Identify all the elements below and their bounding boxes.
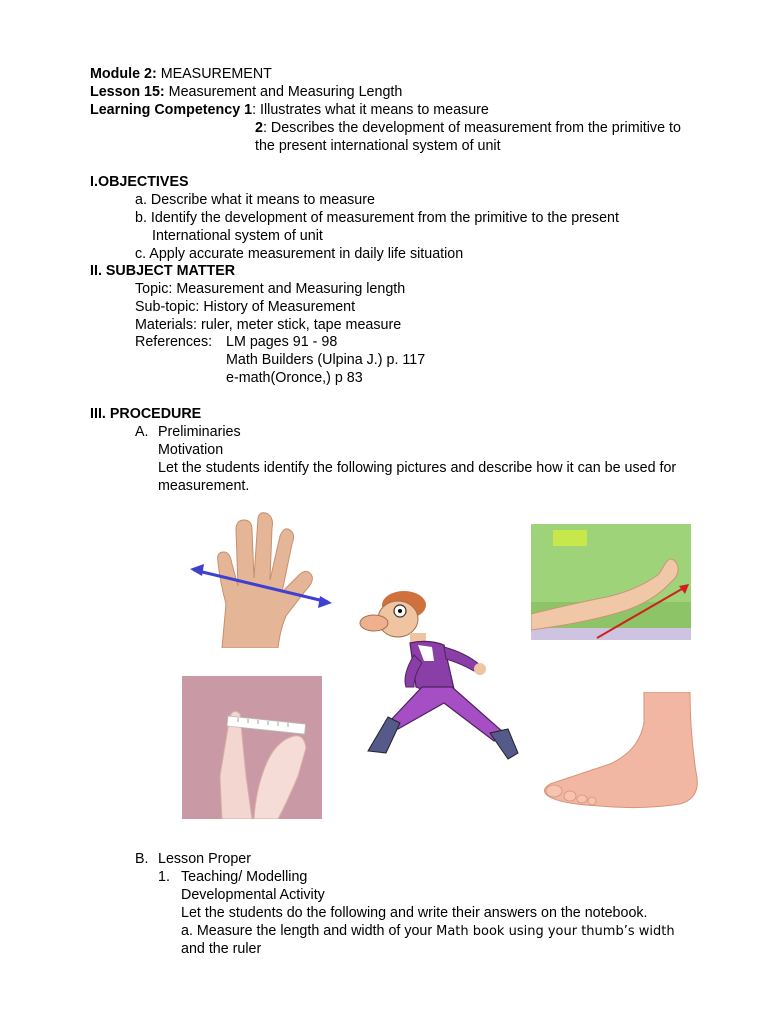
task-a-continued: and the ruler <box>181 941 262 957</box>
module-value: MEASUREMENT <box>156 66 272 82</box>
competency-2-number: 2 <box>255 120 263 136</box>
step-1-label: 1. <box>158 869 170 885</box>
competency-label: Learning Competency 1 <box>90 102 253 118</box>
developmental-instruction: Let the students do the following and write their answers on the notebook. <box>181 905 648 921</box>
reference-2: Math Builders (Ulpina J.) p. 117 <box>226 352 426 368</box>
lesson-line <box>90 83 402 101</box>
competency-1-text: : Illustrates what it means to measure <box>252 102 489 118</box>
procedure-a-label: A. <box>135 424 149 440</box>
objective-b: b. Identify the development of measurement from the primitive to the present <box>135 210 619 226</box>
module-line <box>90 65 272 83</box>
module-label: Module 2: <box>90 66 157 82</box>
motivation-instruction-continued: measurement. <box>158 478 250 494</box>
motivation-instruction: Let the students identify the following pictures and describe how it can be used for <box>158 460 677 476</box>
teaching-modelling-title: Teaching/ Modelling <box>181 869 308 885</box>
foot-picture <box>540 692 704 812</box>
competency-2-line <box>255 119 681 137</box>
lesson-label: Lesson 15: <box>90 84 165 100</box>
arm-cubit-picture <box>531 524 691 640</box>
subject-matter-heading: II. SUBJECT MATTER <box>90 263 236 279</box>
reference-3: e-math(Oronce,) p 83 <box>226 370 363 386</box>
topic-line: Topic: Measurement and Measuring length <box>135 281 406 297</box>
reference-1: LM pages 91 - 98 <box>226 334 338 350</box>
task-a-prefix: a. Measure the length and width of your <box>181 923 437 939</box>
objective-b-continued: International system of unit <box>152 228 323 244</box>
finger-ruler-picture <box>182 676 322 819</box>
task-a-line <box>181 922 675 941</box>
subtopic-line: Sub-topic: History of Measurement <box>135 299 356 315</box>
walking-man-picture <box>358 583 522 765</box>
competency-2-continued: the present international system of unit <box>255 138 501 154</box>
procedure-heading: III. PROCEDURE <box>90 406 202 422</box>
lesson-value: Measurement and Measuring Length <box>164 84 403 100</box>
developmental-activity-label: Developmental Activity <box>181 887 325 903</box>
objective-a: a. Describe what it means to measure <box>135 192 375 208</box>
preliminaries-title: Preliminaries <box>158 424 241 440</box>
objectives-heading: I.OBJECTIVES <box>90 174 189 190</box>
competency-line <box>90 101 489 119</box>
motivation-label: Motivation <box>158 442 224 458</box>
lesson-proper-title: Lesson Proper <box>158 851 251 867</box>
task-a-rest: Math book using your thumb’s width <box>436 924 675 939</box>
procedure-b-label: B. <box>135 851 149 867</box>
materials-line: Materials: ruler, meter stick, tape measure <box>135 317 402 333</box>
competency-2-text: : Describes the development of measurement from the primitive to <box>262 120 681 136</box>
hand-span-picture <box>182 512 334 648</box>
objective-c: c. Apply accurate measurement in daily life situation <box>135 246 464 262</box>
references-label: References: <box>135 334 213 350</box>
